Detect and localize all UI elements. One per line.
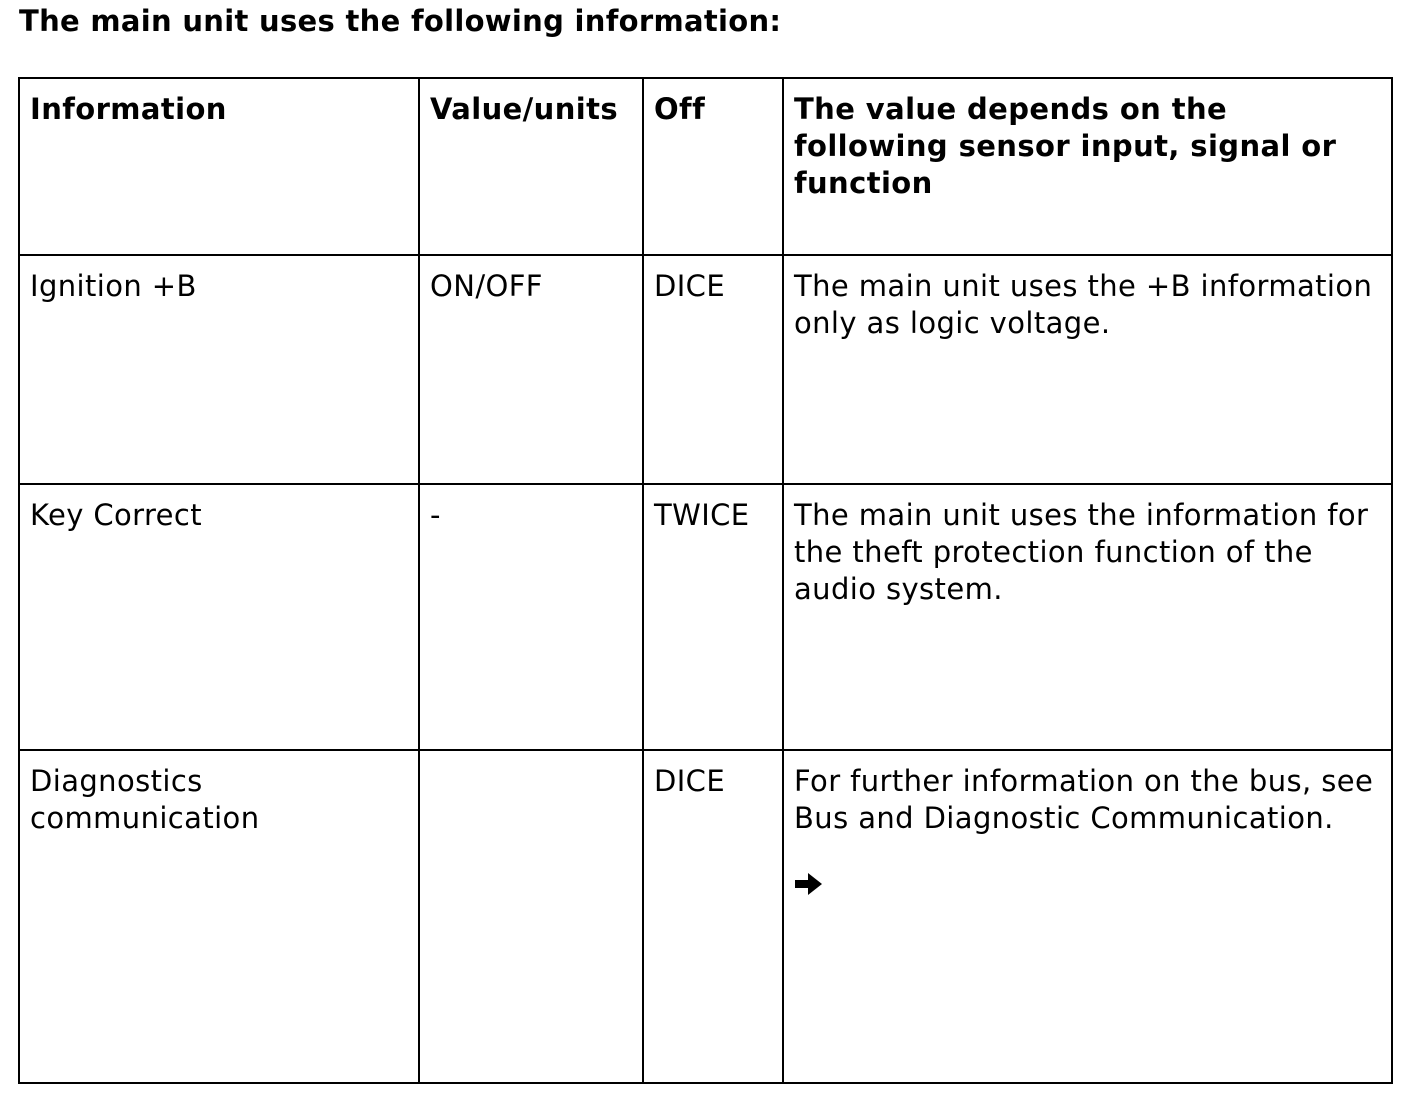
- cell-description: The main unit uses the information for the theft protection function of the audio system.: [783, 484, 1392, 750]
- cell-information: Key Correct: [19, 484, 419, 750]
- table-row: [19, 484, 1392, 750]
- cell-off: DICE: [643, 255, 783, 484]
- cell-value-units: [419, 750, 643, 1083]
- cell-off: DICE: [643, 750, 783, 1083]
- information-table: [18, 77, 1393, 1084]
- cell-value-units: ON/OFF: [419, 255, 643, 484]
- header-off: Off: [643, 78, 783, 255]
- cell-off: TWICE: [643, 484, 783, 750]
- header-depends-on: The value depends on the following sensor input, signal or function: [783, 78, 1392, 255]
- cell-value-units: -: [419, 484, 643, 750]
- table-header-row: [19, 78, 1392, 255]
- cell-description: [783, 750, 1392, 1083]
- page-title: The main unit uses the following information:: [19, 4, 782, 38]
- cell-information: Ignition +B: [19, 255, 419, 484]
- table-row: [19, 750, 1392, 1083]
- cell-information: Diagnostics communication: [19, 750, 419, 1083]
- cell-description-text: For further information on the bus, see Bus and Diagnostic Communication.: [794, 764, 1374, 835]
- header-value-units: Value/units: [419, 78, 643, 255]
- table-row: [19, 255, 1392, 484]
- right-arrow-icon[interactable]: [794, 871, 824, 897]
- header-information: Information: [19, 78, 419, 255]
- cell-description: The main unit uses the +B information only as logic voltage.: [783, 255, 1392, 484]
